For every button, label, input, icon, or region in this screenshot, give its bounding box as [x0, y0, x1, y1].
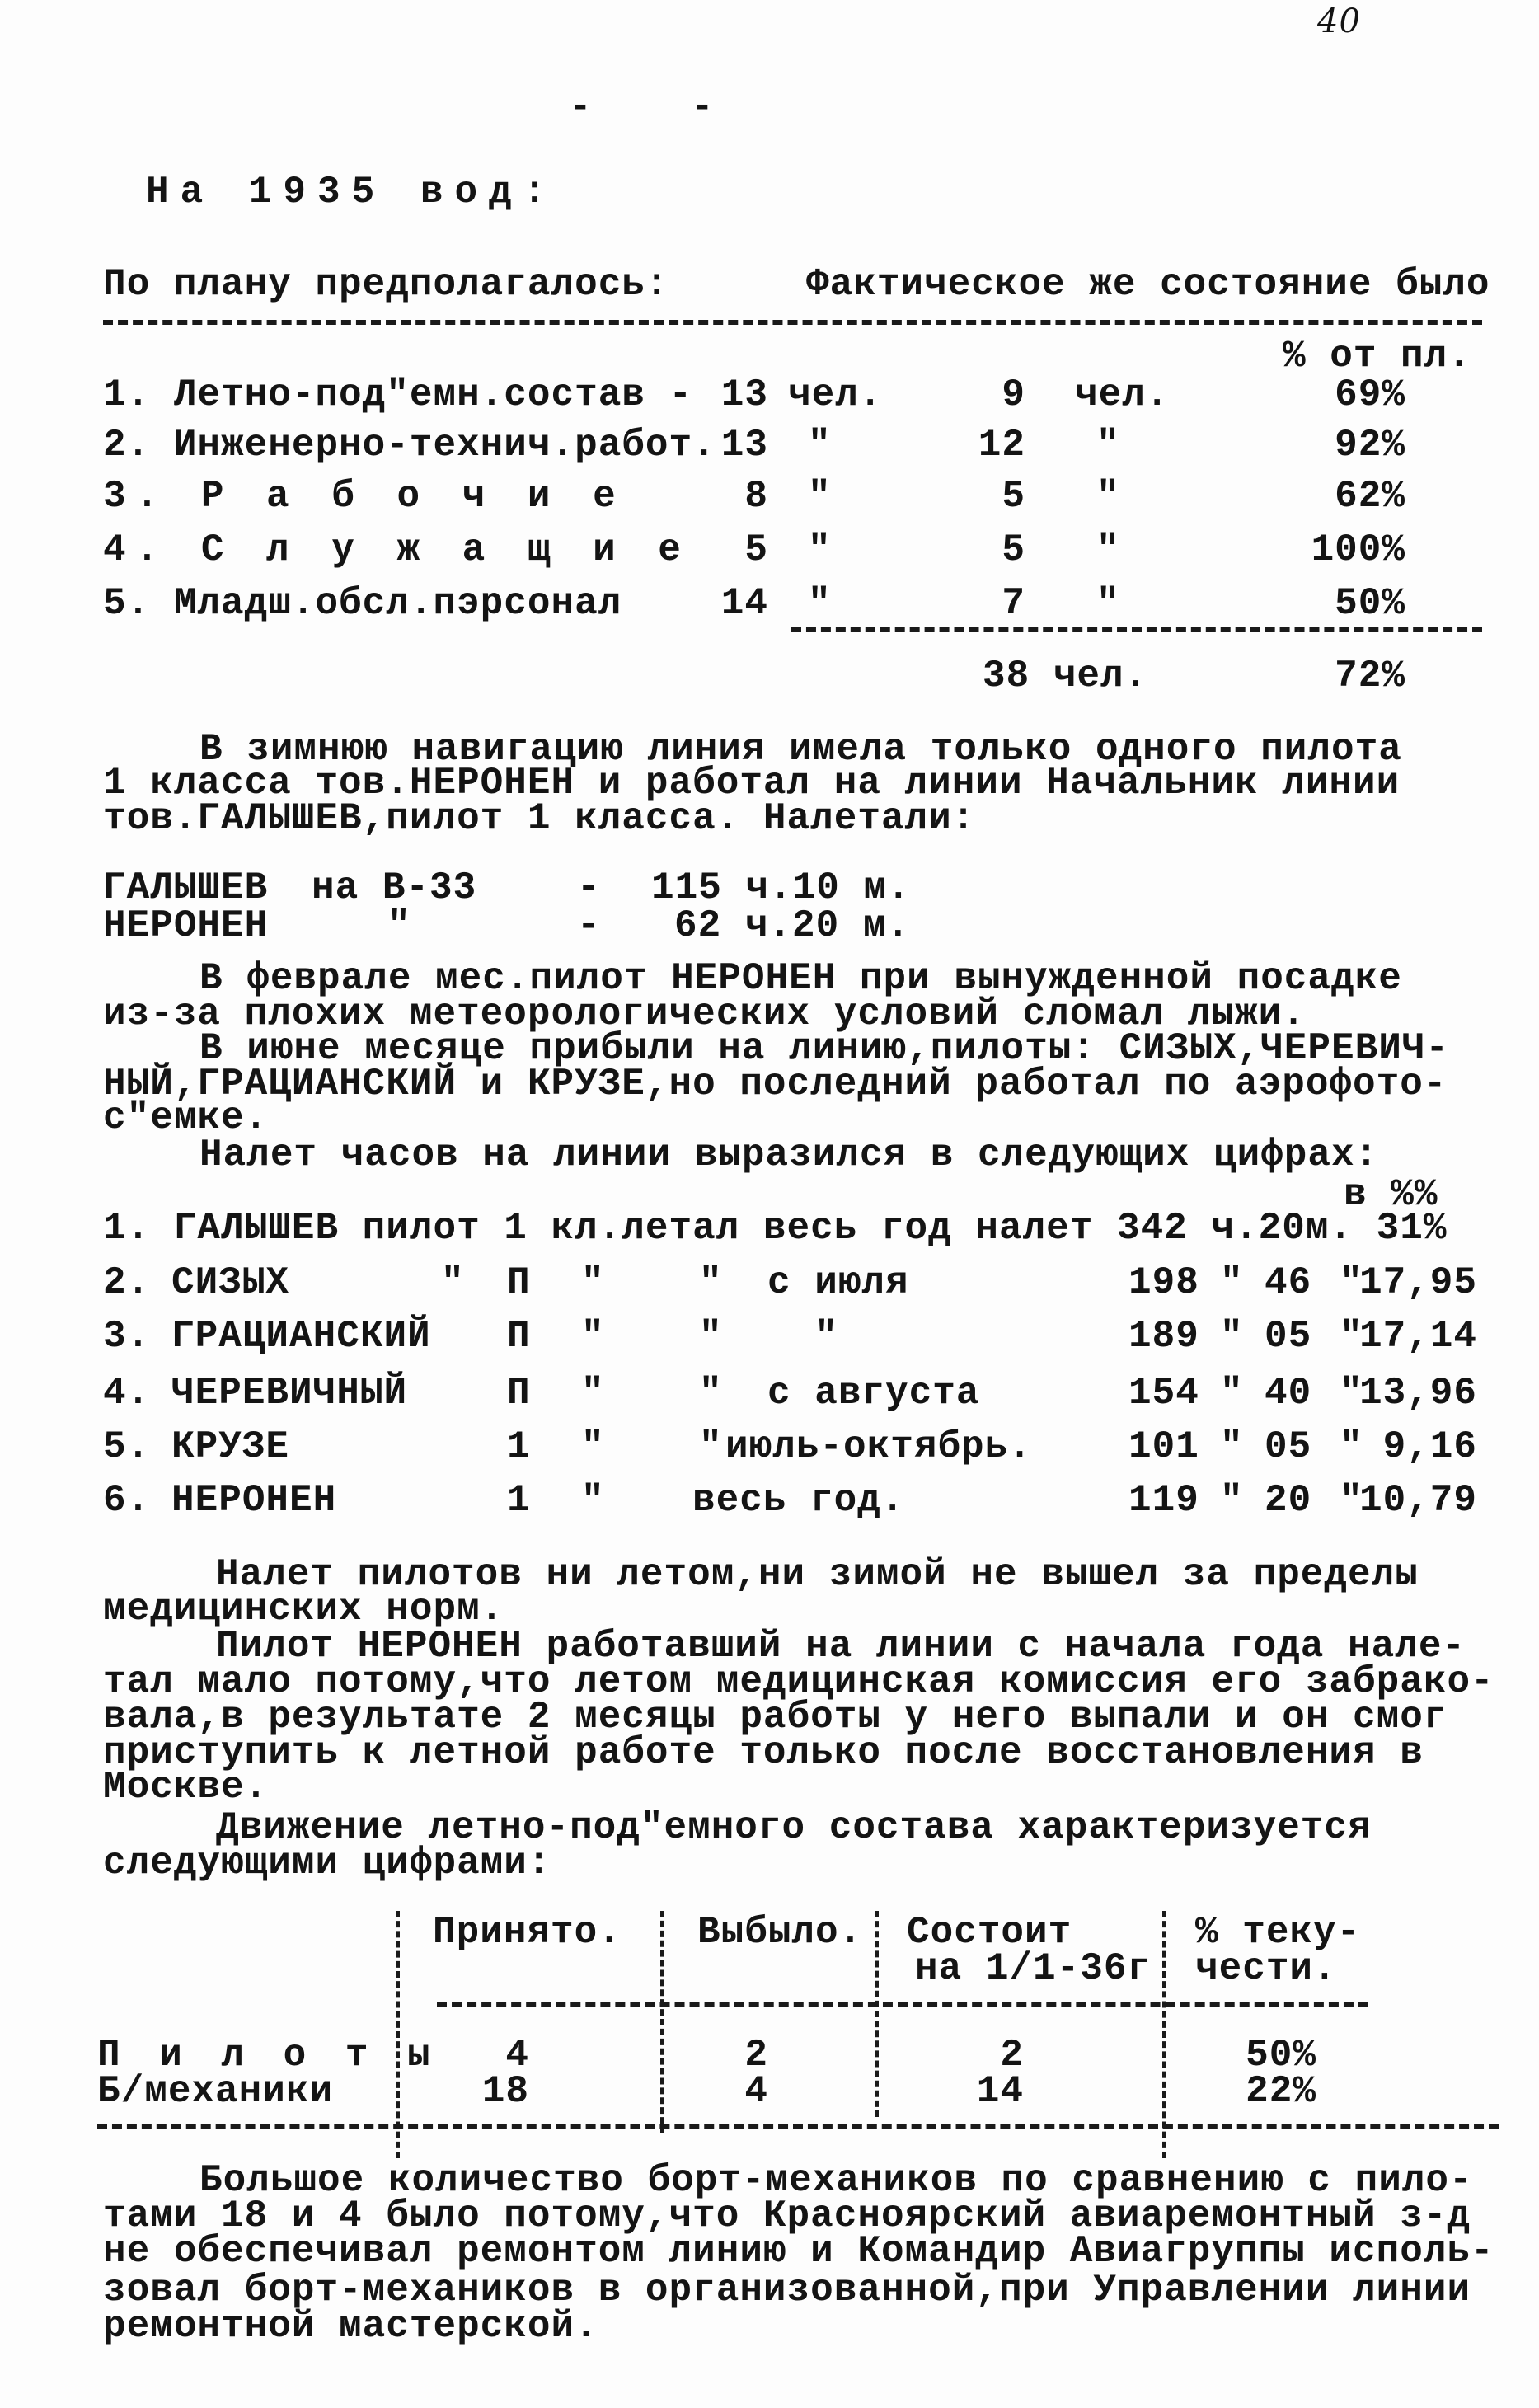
- pilot-name: ЧЕРЕВИЧНЫЙ: [171, 1372, 408, 1415]
- pilot-pct: 17,14: [1358, 1315, 1477, 1358]
- paragraph-line: медицинских норм.: [103, 1588, 504, 1631]
- pilot-number: 2.: [103, 1261, 151, 1304]
- paragraph-line: с"емке.: [103, 1096, 269, 1139]
- paragraph-line: тал мало потому,что летом медицинская комиссия его забрако-: [103, 1660, 1494, 1703]
- paragraph-line: тами 18 и 4 было потому,что Красноярский авиаремонтный з-д: [103, 2194, 1471, 2237]
- paragraph-line: В зимнюю навигацию линия имела только одного пилота: [199, 728, 1402, 771]
- column-header: чести.: [1195, 1947, 1337, 1990]
- pilot-hours: 101: [1128, 1425, 1199, 1468]
- column-header: Выбыло.: [697, 1911, 863, 1954]
- staff-total-fact: 38 чел.: [983, 655, 1148, 697]
- staff-label: 5. Младш.обсл.пэрсонал: [103, 582, 622, 625]
- turnover-value: 50%: [1246, 2034, 1316, 2077]
- pilot-pct: 13,96: [1358, 1372, 1477, 1415]
- pilot-ditto: ": [1220, 1261, 1244, 1304]
- paragraph-line: ремонтной мастерской.: [103, 2305, 598, 2348]
- flight-name: НЕРОНЕН: [103, 904, 269, 947]
- staff-plan-unit: ": [808, 582, 832, 625]
- pilot-minutes: 05: [1265, 1315, 1312, 1358]
- pilot-number: 5.: [103, 1425, 151, 1468]
- pilot-note: весь год.: [692, 1479, 905, 1522]
- pilot-ditto: ": [699, 1261, 723, 1304]
- staff-plan-unit: ": [808, 424, 832, 467]
- pilot-minutes: 40: [1265, 1372, 1312, 1415]
- paragraph-line: В июне месяце прибыли на линию,пилоты: СИЗЫХ,ЧЕРЕВИЧ-: [199, 1027, 1450, 1070]
- staff-fact: 5: [1002, 475, 1025, 518]
- pilot-pct: 10,79: [1358, 1479, 1477, 1522]
- pilot-pct: 17,95: [1358, 1261, 1477, 1304]
- staff-label: 3. Р а б о ч и е: [103, 475, 626, 518]
- staff-fact-unit: ": [1096, 582, 1120, 625]
- staff-label: 2. Инженерно-технич.работ.: [103, 424, 716, 467]
- staff-fact-unit: ": [1096, 528, 1120, 571]
- paragraph-line: НЫЙ,ГРАЦИАНСКИЙ и КРУЗЕ,но последний работал по аэрофото-: [103, 1063, 1448, 1105]
- pilot-minutes: 05: [1265, 1425, 1312, 1468]
- accepted-value: 18: [481, 2070, 529, 2113]
- column-header: Состоит: [907, 1911, 1072, 1954]
- staff-plan: 8: [744, 475, 768, 518]
- divider: [437, 2002, 1368, 2007]
- handwritten-page-number: 40: [1317, 2, 1361, 40]
- staff-pct: 92%: [1335, 424, 1405, 467]
- pilot-number: 6.: [103, 1479, 151, 1522]
- pilot-ditto: ": [1220, 1315, 1244, 1358]
- remaining-value: 2: [1000, 2034, 1024, 2077]
- left-value: 2: [744, 2034, 768, 2077]
- plan-header: По плану предполагалось:: [103, 263, 669, 306]
- turnover-value: 22%: [1246, 2070, 1316, 2113]
- pilot-ditto: ": [581, 1425, 605, 1468]
- staff-fact: 7: [1002, 582, 1025, 625]
- row-label: П и л о т ы: [97, 2034, 439, 2077]
- pilot-ditto: ": [1340, 1425, 1363, 1468]
- staff-plan-unit: чел.: [788, 373, 883, 416]
- year-heading: На 1935 вод:: [146, 171, 558, 214]
- pilot-hours: 189: [1128, 1315, 1199, 1358]
- column-header: Принято.: [433, 1911, 622, 1954]
- pilot-ditto: ": [1220, 1479, 1244, 1522]
- pilot-ditto: ": [581, 1479, 605, 1522]
- staff-fact-unit: ": [1096, 475, 1120, 518]
- pilot-name: НЕРОНЕН: [171, 1479, 337, 1522]
- staff-fact-unit: чел.: [1075, 373, 1170, 416]
- header-mark: -: [569, 86, 593, 129]
- paragraph-line: В феврале мес.пилот НЕРОНЕН при вынужденной посадке: [199, 957, 1402, 1000]
- pilot-ditto: ": [1340, 1315, 1363, 1358]
- pilot-ditto: ": [1340, 1261, 1363, 1304]
- staff-plan-unit: ": [808, 528, 832, 571]
- pilot-ditto: ": [1220, 1425, 1244, 1468]
- header-mark: -: [691, 86, 715, 129]
- paragraph-line: Пилот НЕРОНЕН работавший на линии с начала года нале-: [216, 1625, 1466, 1668]
- paragraph-line: из-за плохих метеорологических условий сломал лыжи.: [103, 993, 1306, 1035]
- pilot-note: июль-октябрь.: [725, 1425, 1032, 1468]
- pilot-ditto: ": [1340, 1479, 1363, 1522]
- flight-plane: на В-33: [312, 866, 477, 909]
- fact-header: Фактическое же состояние было: [806, 263, 1490, 306]
- pilot-class: П: [507, 1372, 531, 1415]
- column-divider: [660, 1911, 664, 2133]
- pilot-number: 4.: [103, 1372, 151, 1415]
- flight-dash: -: [577, 904, 601, 947]
- pilot-note: с августа: [767, 1372, 980, 1415]
- divider: [97, 2124, 1499, 2129]
- pilot-ditto: ": [699, 1372, 723, 1415]
- pilot-note: ": [767, 1315, 838, 1358]
- pilot-ditto: ": [581, 1261, 605, 1304]
- staff-plan: 5: [744, 528, 768, 571]
- pilot-class: П: [507, 1315, 531, 1358]
- flight-time: 62 ч.20 м.: [674, 904, 911, 947]
- paragraph-line: Налет часов на линии выразился в следующих цифрах:: [199, 1134, 1379, 1176]
- staff-plan: 14: [720, 582, 768, 625]
- pilot-ditto: ": [1220, 1372, 1244, 1415]
- pilot-name: ГРАЦИАНСКИЙ: [171, 1315, 431, 1358]
- staff-fact: 12: [978, 424, 1025, 467]
- pilot-ditto: ": [441, 1261, 465, 1304]
- pilot-hours: 154: [1128, 1372, 1199, 1415]
- pilot-name: КРУЗЕ: [171, 1425, 290, 1468]
- pilot-hours: 198: [1128, 1261, 1199, 1304]
- flight-time: 115 ч.10 м.: [651, 866, 911, 909]
- flight-name: ГАЛЫШЕВ: [103, 866, 269, 909]
- staff-total-pct: 72%: [1335, 655, 1405, 697]
- pilot-ditto: ": [581, 1372, 605, 1415]
- paragraph-line: Большое количество борт-механиков по сравнению с пило-: [199, 2159, 1473, 2202]
- staff-plan: 13: [720, 373, 768, 416]
- staff-plan: 13: [720, 424, 768, 467]
- divider: [791, 627, 1482, 632]
- flight-plane: ": [387, 904, 411, 947]
- paragraph-line: вала,в результате 2 месяцы работы у него выпали и он смог: [103, 1696, 1448, 1739]
- staff-pct: 100%: [1311, 528, 1405, 571]
- accepted-value: 4: [505, 2034, 529, 2077]
- paragraph-line: следующими цифрами:: [103, 1842, 551, 1885]
- pilot-row: 1. ГАЛЫШЕВ пилот 1 кл.летал весь год налет 342 ч.20м. 31%: [103, 1207, 1448, 1250]
- column-header: на 1/1-36г: [915, 1947, 1152, 1990]
- paragraph-line: Налет пилотов ни летом,ни зимой не вышел за пределы: [216, 1553, 1419, 1596]
- staff-fact: 9: [1002, 373, 1025, 416]
- paragraph-line: Движение летно-под"емного состава характеризуется: [216, 1806, 1372, 1849]
- staff-label: 1. Летно-под"емн.состав -: [103, 373, 693, 416]
- staff-pct: 50%: [1335, 582, 1405, 625]
- paragraph-line: приступить к летной работе только после восстановления в: [103, 1731, 1424, 1774]
- pilot-minutes: 20: [1265, 1479, 1312, 1522]
- paragraph-line: тов.ГАЛЫШЕВ,пилот 1 класса. Налетали:: [103, 797, 976, 840]
- pilot-ditto: ": [581, 1315, 605, 1358]
- staff-fact-unit: ": [1096, 424, 1120, 467]
- column-header: % теку-: [1195, 1911, 1361, 1954]
- pilot-ditto: ": [699, 1315, 723, 1358]
- pilot-ditto: ": [699, 1425, 723, 1468]
- pilot-name: СИЗЫХ: [171, 1261, 290, 1304]
- pilot-ditto: ": [1340, 1372, 1363, 1415]
- column-divider: [1162, 1911, 1166, 2158]
- paragraph-line: зовал борт-механиков в организованной,при Управлении линии: [103, 2269, 1471, 2312]
- left-value: 4: [744, 2070, 768, 2113]
- staff-label: 4. С л у ж а щ и е: [103, 528, 691, 571]
- pilot-class: 1: [507, 1425, 531, 1468]
- pct-header: % от пл.: [1283, 335, 1471, 378]
- staff-pct: 62%: [1335, 475, 1405, 518]
- staff-plan-unit: ": [808, 475, 832, 518]
- column-divider: [875, 1911, 879, 2117]
- pilots-pct-header: в %%: [1344, 1173, 1438, 1216]
- pilot-class: П: [507, 1261, 531, 1304]
- pilot-hours: 119: [1128, 1479, 1199, 1522]
- staff-pct: 69%: [1335, 373, 1405, 416]
- pilot-pct: 9,16: [1382, 1425, 1477, 1468]
- divider: [103, 320, 1482, 325]
- paragraph-line: не обеспечивал ремонтом линию и Командир Авиагруппы исполь-: [103, 2230, 1494, 2273]
- row-label: Б/механики: [97, 2070, 334, 2113]
- paragraph-line: 1 класса тов.НЕРОНЕН и работал на линии Начальник линии: [103, 762, 1401, 805]
- pilot-minutes: 46: [1265, 1261, 1312, 1304]
- pilot-number: 3.: [103, 1315, 151, 1358]
- staff-fact: 5: [1002, 528, 1025, 571]
- paragraph-line: Москве.: [103, 1766, 269, 1809]
- pilot-note: с июля: [767, 1261, 909, 1304]
- remaining-value: 14: [976, 2070, 1024, 2113]
- flight-dash: -: [577, 866, 601, 909]
- pilot-class: 1: [507, 1479, 531, 1522]
